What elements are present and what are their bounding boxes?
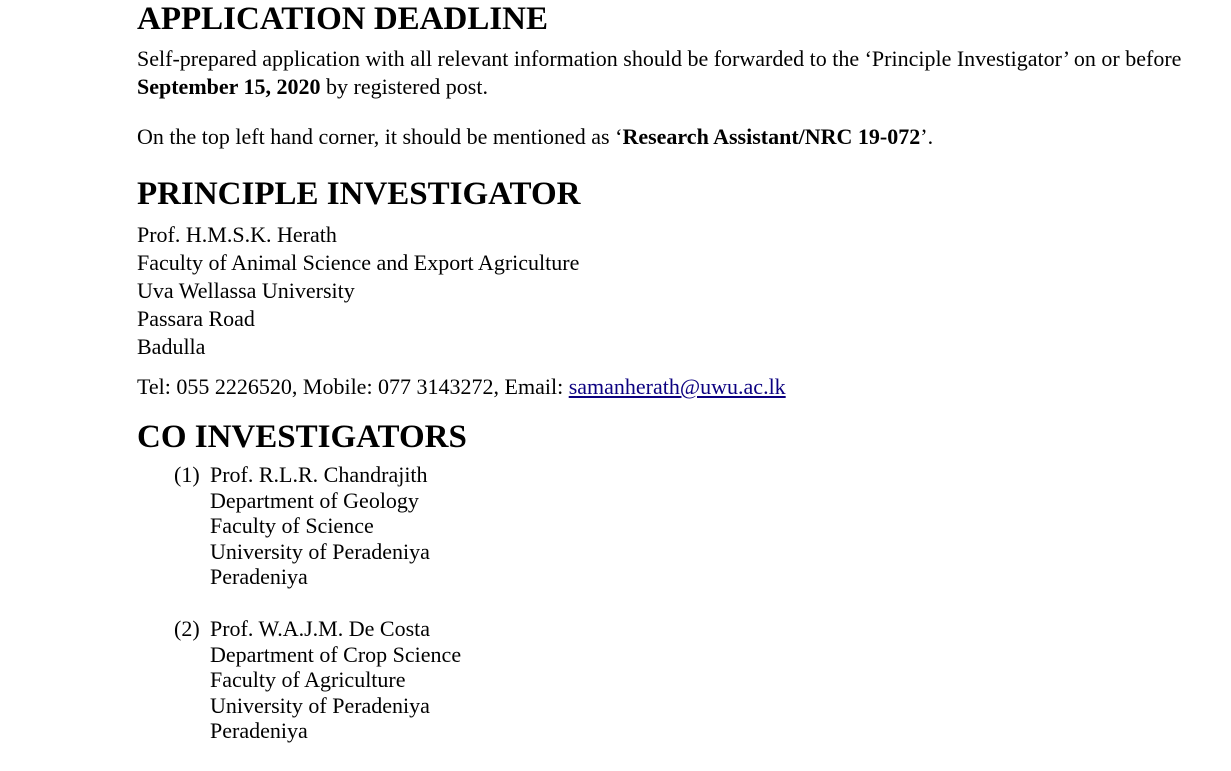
co-university: University of Peradeniya: [210, 692, 430, 718]
pi-university: Uva Wellassa University: [137, 278, 355, 303]
corner-text-end: ’.: [920, 124, 934, 149]
co-investigator-address: [210, 462, 430, 590]
deadline-paragraph: [137, 45, 1197, 101]
co-city: Peradeniya: [210, 564, 308, 589]
deadline-text-end: by registered post.: [320, 74, 488, 99]
co-department: Department of Crop Science: [210, 641, 462, 667]
co-city: Peradeniya: [210, 718, 308, 743]
co-investigator-address: [210, 616, 461, 744]
pi-city: Badulla: [137, 334, 206, 359]
pi-phone-text: Tel: 055 2226520, Mobile: 077 3143272, Email:: [137, 374, 569, 399]
co-investigator-number: (2): [174, 616, 200, 641]
deadline-date: September 15, 2020: [137, 74, 321, 99]
position-reference: Research Assistant/NRC 19-072: [622, 124, 921, 149]
principal-investigator-heading: PRINCIPLE INVESTIGATOR: [137, 176, 581, 212]
pi-road: Passara Road: [137, 306, 255, 331]
pi-name: Prof. H.M.S.K. Herath: [137, 222, 337, 247]
principal-investigator-address: [137, 221, 579, 361]
co-university: University of Peradeniya: [210, 538, 430, 564]
pi-email-link[interactable]: samanherath@uwu.ac.lk: [568, 374, 786, 399]
pi-contact-line: [137, 373, 786, 401]
co-faculty: Faculty of Agriculture: [210, 667, 406, 692]
co-name: Prof. R.L.R. Chandrajith: [210, 462, 428, 487]
pi-faculty: Faculty of Animal Science and Export Agriculture: [137, 250, 580, 275]
deadline-text-start: Self-prepared application with all relevant information should be forwarded to the ‘Principle Investigator’ on or before: [137, 46, 1182, 71]
co-department: Department of Geology: [210, 487, 419, 513]
co-name: Prof. W.A.J.M. De Costa: [210, 616, 431, 641]
co-investigator-number: (1): [174, 462, 200, 487]
co-investigators-heading: CO INVESTIGATORS: [137, 419, 467, 455]
application-deadline-heading: APPLICATION DEADLINE: [137, 1, 549, 37]
corner-mention-paragraph: [137, 123, 1197, 151]
corner-text-start: On the top left hand corner, it should be mentioned as ‘: [137, 124, 623, 149]
co-faculty: Faculty of Science: [210, 513, 374, 538]
